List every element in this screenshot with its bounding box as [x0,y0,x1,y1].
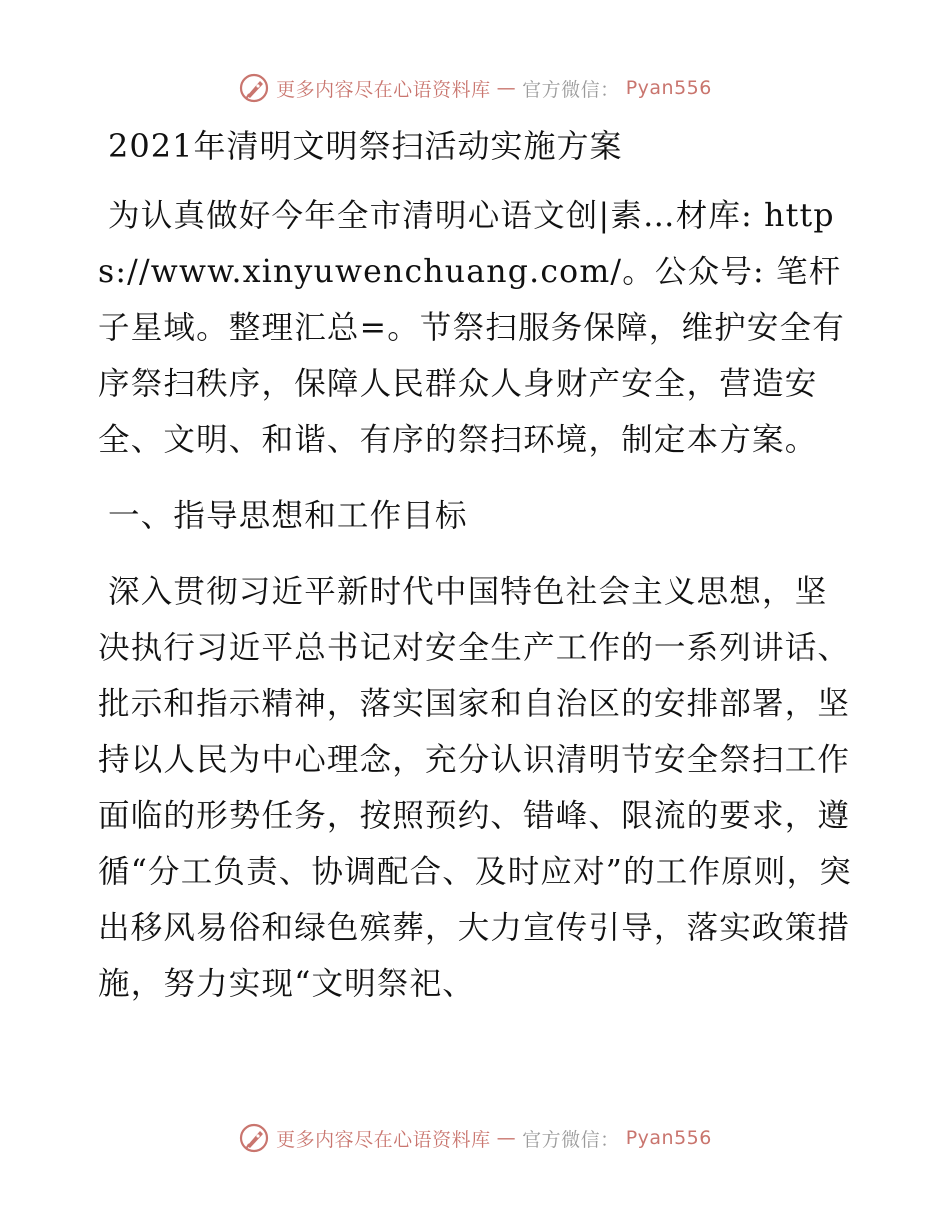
banner-dash: — [496,1127,517,1149]
section-paragraph-guiding-ideology [98,564,858,1012]
banner-official-label: 官方微信： [522,1128,620,1151]
banner-wechat-id: Pyan556 [625,1127,712,1149]
banner-dash: — [496,77,517,99]
intro-paragraph-text: 为认真做好今年全市清明心语文创|素…材库: https://www.xinyuwenchuang.com/。公众号: 笔杆子星域。整理汇总=。节祭扫服务保障，维护安全有序祭扫秩序，保障人民群众人身财产安全，营造安全、文明、和谐、有序的祭扫环境，制定本方案。 [98,198,845,458]
document-title: 2021年清明文明祭扫活动实施方案 [108,127,623,165]
banner-brand-text: 更多内容尽在心语资料库 [276,78,491,101]
document-body [98,124,858,1012]
section-paragraph-text: 深入贯彻习近平新时代中国特色社会主义思想，坚决执行习近平总书记对安全生产工作的一系列讲话、批示和指示精神，落实国家和自治区的安排部署，坚持以人民为中心理念，充分认识清明节安全祭扫工作面临的形势任务，按照预约、错峰、限流的要求，遵循“分工负责、协调配合、及时应对”的工作原则，突出移风易俗和绿色殡葬，大力宣传引导，落实政策措施，努力实现“文明祭祀、 [98,574,853,1002]
header-banner [0,72,950,104]
footer-banner [0,1122,950,1154]
section-heading-guiding-ideology: 一、指导思想和工作目标 [108,498,468,534]
quill-pen-logo-icon [238,72,270,104]
quill-pen-logo-icon [238,1122,270,1154]
banner-brand-text: 更多内容尽在心语资料库 [276,1128,491,1151]
banner-official-label: 官方微信： [522,78,620,101]
intro-paragraph [98,188,858,468]
banner-wechat-id: Pyan556 [625,77,712,99]
